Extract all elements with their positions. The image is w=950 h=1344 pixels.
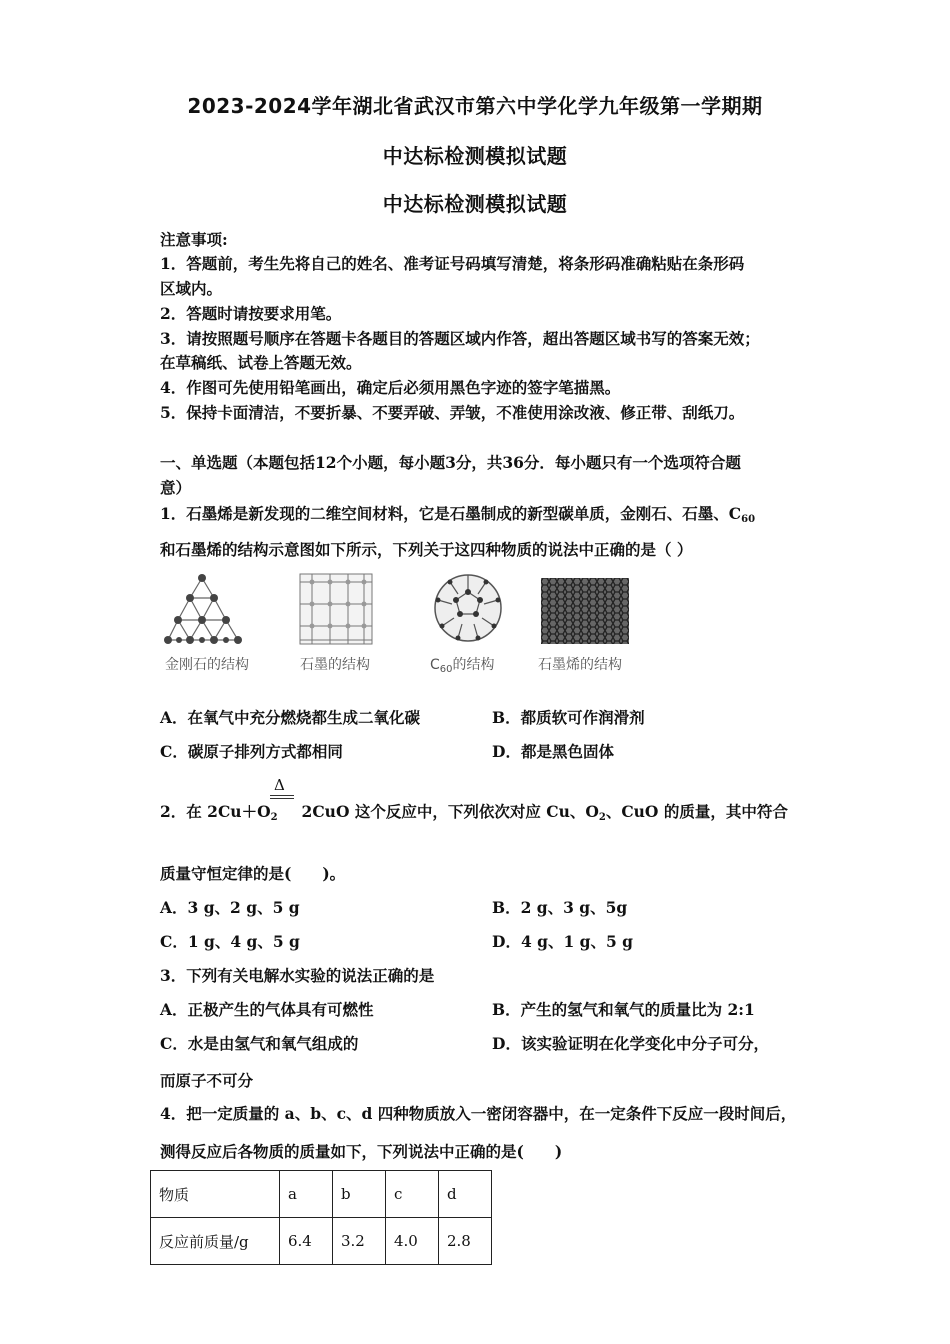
q2-stem-sub1: 2 xyxy=(270,812,278,823)
table-header-cell: a xyxy=(280,1171,333,1218)
q1-option-c[interactable]: C．碳原子排列方式都相同 xyxy=(160,742,343,761)
notice-item: 在草稿纸、试卷上答题无效。 xyxy=(160,353,362,372)
c60-caption-sub: 60 xyxy=(439,664,453,675)
table-header-cell: 物质 xyxy=(151,1171,280,1218)
table-cell: 反应前质量/g xyxy=(151,1218,280,1265)
q3-option-d[interactable]: D．该实验证明在化学变化中分子可分， xyxy=(492,1034,769,1053)
notice-heading: 注意事项: xyxy=(160,230,228,249)
notice-item: 3．请按照题号顺序在答题卡各题目的答题区域内作答，超出答题区域书写的答案无效； xyxy=(160,329,760,348)
c60-caption xyxy=(430,654,495,675)
q1-stem-sub: 60 xyxy=(741,514,756,525)
notice-item: 1．答题前，考生先将自己的姓名、准考证号码填写清楚，将条形码准确粘贴在条形码 xyxy=(160,254,745,273)
q1-stem-text: 1．石墨烯是新发现的二维空间材料，它是石墨制成的新型碳单质，金刚石、石墨、C xyxy=(160,504,742,523)
equation-bar-bottom xyxy=(270,798,294,799)
graphite-caption: 石墨的结构 xyxy=(300,657,370,673)
q2-option-b[interactable]: B．2 g、3 g、5g xyxy=(492,898,628,917)
c60-caption-main: C xyxy=(430,657,440,673)
exam-title-line3: 中达标检测模拟试题 xyxy=(382,192,568,216)
graphene-caption: 石墨烯的结构 xyxy=(538,657,622,673)
q2-stem-line2: 质量守恒定律的是( )。 xyxy=(160,864,346,883)
q2-stem-part1: 2．在 2Cu＋O xyxy=(160,802,271,821)
graphite-structure-image xyxy=(296,570,376,648)
notice-item: 5．保持卡面清洁，不要折暴、不要弄破、弄皱，不准使用涂改液、修正带、刮纸刀。 xyxy=(160,403,745,422)
table-cell: 2.8 xyxy=(439,1218,492,1265)
notice-item: 2．答题时请按要求用笔。 xyxy=(160,304,342,323)
exam-title-line2: 中达标检测模拟试题 xyxy=(382,144,568,168)
q4-stem-line1: 4．把一定质量的 a、b、c、d 四种物质放入一密闭容器中，在一定条件下反应一段时间后， xyxy=(160,1104,797,1123)
q3-stem: 3．下列有关电解水实验的说法正确的是 xyxy=(160,966,435,985)
q4-mass-table xyxy=(150,1170,492,1265)
diamond-structure-image xyxy=(162,570,244,650)
c60-caption-suffix: 的结构 xyxy=(452,657,495,673)
graphene-structure-image xyxy=(541,578,629,644)
q2-stem-part3: 、CuO 的质量，其中符合 xyxy=(605,802,788,821)
q2-stem-sub2: 2 xyxy=(598,812,606,823)
q1-option-b[interactable]: B．都质软可作润滑剂 xyxy=(492,708,645,727)
q2-option-d[interactable]: D．4 g、1 g、5 g xyxy=(492,932,633,951)
q1-option-a[interactable]: A．在氧气中充分燃烧都生成二氧化碳 xyxy=(160,708,421,727)
table-cell: 4.0 xyxy=(386,1218,439,1265)
q3-option-d-continued: 而原子不可分 xyxy=(160,1071,254,1090)
q1-stem-line1 xyxy=(160,502,755,525)
c60-structure-image xyxy=(430,570,506,648)
q3-option-a[interactable]: A．正极产生的气体具有可燃性 xyxy=(160,1000,374,1019)
notice-item: 4．作图可先使用铅笔画出，确定后必须用黑色字迹的签字笔描黑。 xyxy=(160,378,621,397)
table-row xyxy=(151,1171,492,1218)
table-header-cell: c xyxy=(386,1171,439,1218)
diamond-caption: 金刚石的结构 xyxy=(165,657,249,673)
q2-stem-line1 xyxy=(160,800,788,823)
notice-item: 区域内。 xyxy=(160,279,223,298)
q4-stem-line2: 测得反应后各物质的质量如下，下列说法中正确的是( ) xyxy=(160,1142,563,1161)
equation-bar-top xyxy=(270,795,294,796)
q3-option-b[interactable]: B．产生的氢气和氧气的质量比为 2:1 xyxy=(492,1000,755,1019)
q1-stem-line2: 和石墨烯的结构示意图如下所示，下列关于这四种物质的说法中正确的是（ ） xyxy=(160,540,693,559)
q1-option-d[interactable]: D．都是黑色固体 xyxy=(492,742,614,761)
table-cell: 6.4 xyxy=(280,1218,333,1265)
q2-option-c[interactable]: C．1 g、4 g、5 g xyxy=(160,932,300,951)
heat-condition-symbol: Δ xyxy=(274,776,285,794)
q2-option-a[interactable]: A．3 g、2 g、5 g xyxy=(160,898,300,917)
exam-title-line1: 2023-2024学年湖北省武汉市第六中学化学九年级第一学期期 xyxy=(187,94,763,118)
q3-option-c[interactable]: C．水是由氢气和氧气组成的 xyxy=(160,1034,359,1053)
table-header-cell: b xyxy=(333,1171,386,1218)
q2-stem-part2: 2CuO 这个反应中，下列依次对应 Cu、O xyxy=(301,802,599,821)
table-cell: 3.2 xyxy=(333,1218,386,1265)
section-heading-cont: 意） xyxy=(160,478,192,497)
table-header-cell: d xyxy=(439,1171,492,1218)
section-heading: 一、单选题（本题包括12个小题，每小题3分，共36分．每小题只有一个选项符合题 xyxy=(160,453,741,472)
table-row xyxy=(151,1218,492,1265)
